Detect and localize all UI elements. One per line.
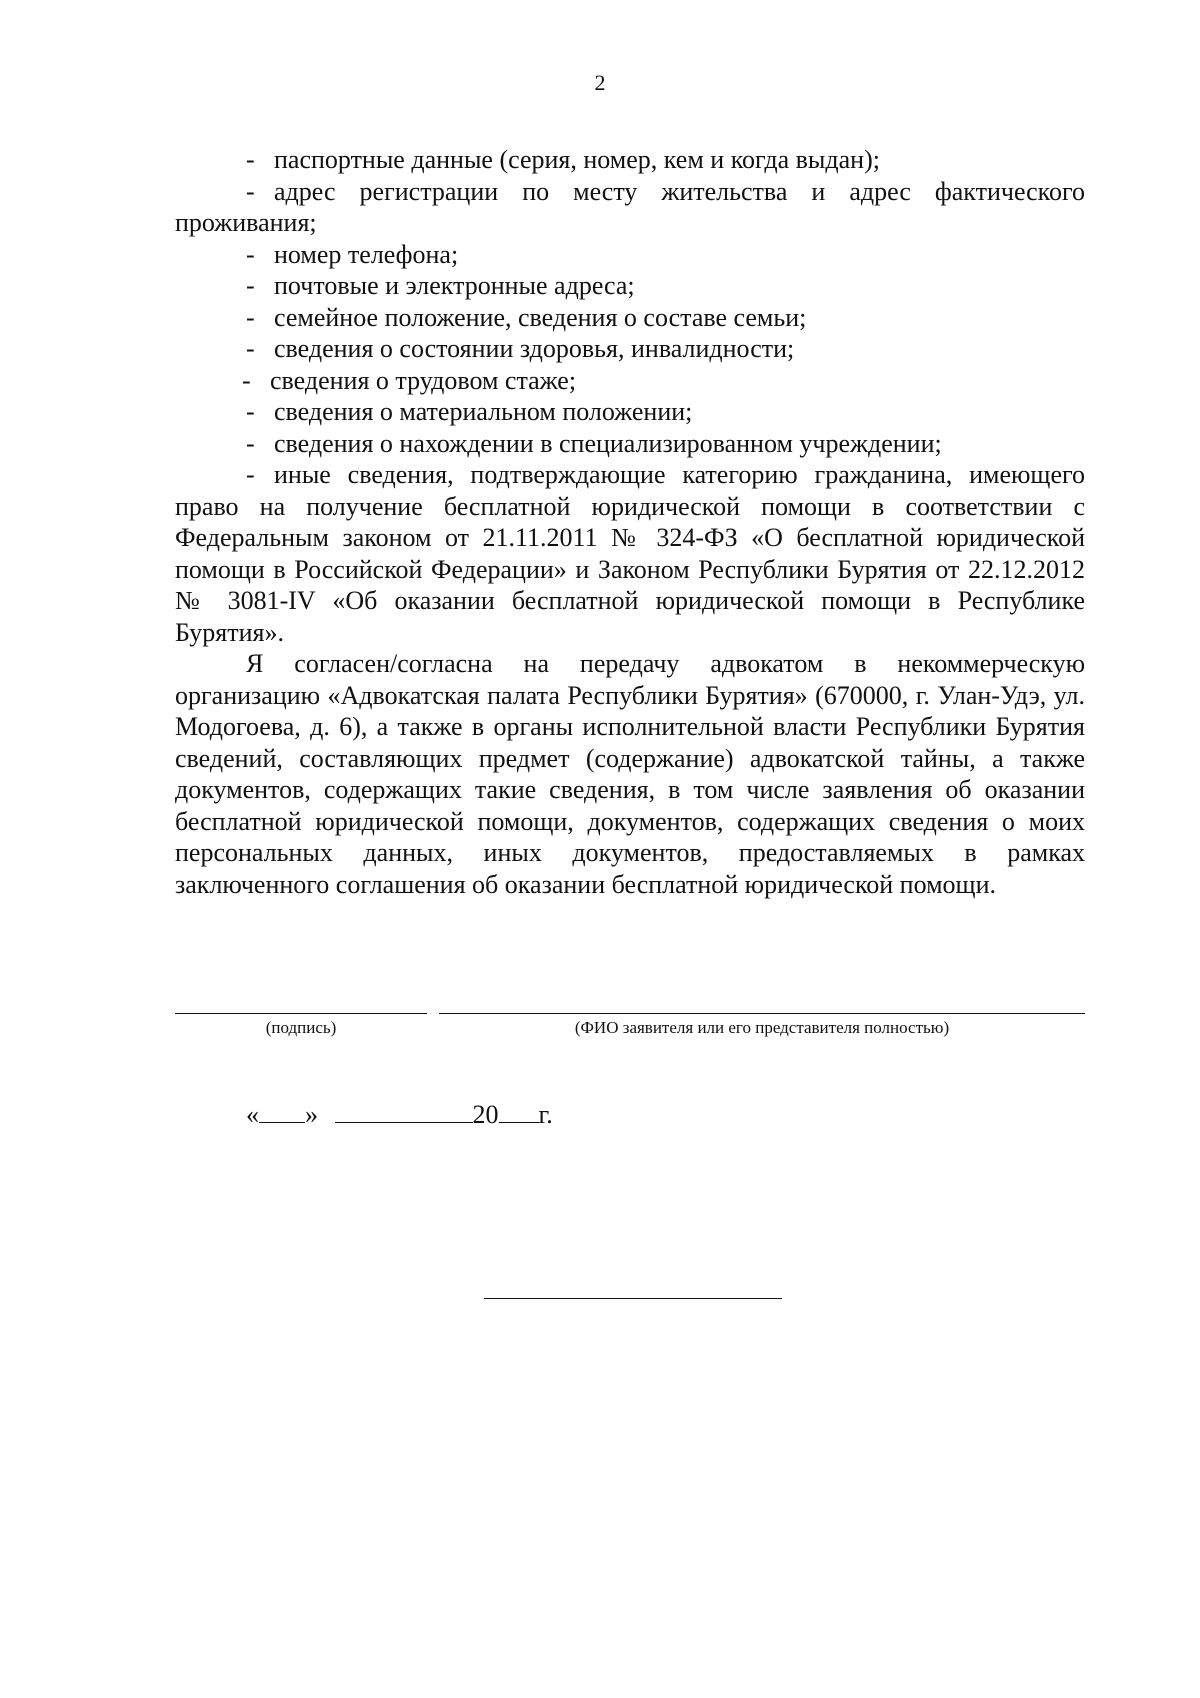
signature-line <box>175 1013 427 1014</box>
year-century: 20 <box>472 1100 499 1129</box>
document-body <box>175 144 1085 900</box>
signature-caption: (подпись) <box>265 1018 337 1037</box>
list-item: - адрес регистрации по месту жительства и адрес фактического проживания; <box>175 176 1085 237</box>
year-blank <box>499 1098 539 1123</box>
list-item: - сведения о нахождении в специализированном учреждении; <box>246 428 942 458</box>
full-name-line <box>439 1013 1085 1014</box>
list-item: - сведения о материальном положении; <box>246 397 693 426</box>
full-name-caption: (ФИО заявителя или его представителя полностью) <box>574 1018 950 1037</box>
list-item: - номер телефона; <box>246 239 459 269</box>
date-line <box>246 1098 553 1128</box>
day-blank <box>259 1098 305 1123</box>
month-blank <box>335 1098 473 1123</box>
list-item: - почтовые и электронные адреса; <box>246 271 635 300</box>
list-item: - семейное положение, сведения о составе семьи; <box>246 302 807 332</box>
end-divider <box>484 1298 782 1299</box>
year-suffix: г. <box>538 1100 553 1129</box>
page-number: 2 <box>594 70 606 95</box>
consent-paragraph: Я согласен/согласна на передачу адвокатом в некоммерческую организацию «Адвокатская палата Республики Бурятия» (670000, г. Улан-Удэ, ул. Модогоева, д. 6), а также в органы исполнительной власти Республики Бурятия сведений, составляющих предмет (содержание) адвокатской тайны, а также документов, содержащих такие сведения, в том числе заявления об оказании бесплатной юридической помощи, документов, содержащих сведения о моих персональных данных, иных документов, предоставляемых в рамках заключенного соглашения об оказании бесплатной юридической помощи. <box>175 649 1085 899</box>
date-close-quote: » <box>305 1100 318 1129</box>
list-item: - паспортные данные (серия, номер, кем и когда выдан); <box>246 145 880 174</box>
date-open-quote: « <box>246 1100 259 1129</box>
list-item: - иные сведения, подтверждающие категорию гражданина, имеющего право на получение бесплатной юридической помощи в соответствии с Федеральным законом от 21.11.2011 № 324-ФЗ «О бесплатной юридической помощи в Российской Федерации» и Законом Республики Бурятия от 22.12.2012 № 3081-IV «Об оказании бесплатной юридической помощи в Республике Бурятия». <box>175 460 1085 647</box>
list-item: - сведения о трудовом стаже; <box>242 365 577 395</box>
list-item: - сведения о состоянии здоровья, инвалидности; <box>246 334 795 363</box>
